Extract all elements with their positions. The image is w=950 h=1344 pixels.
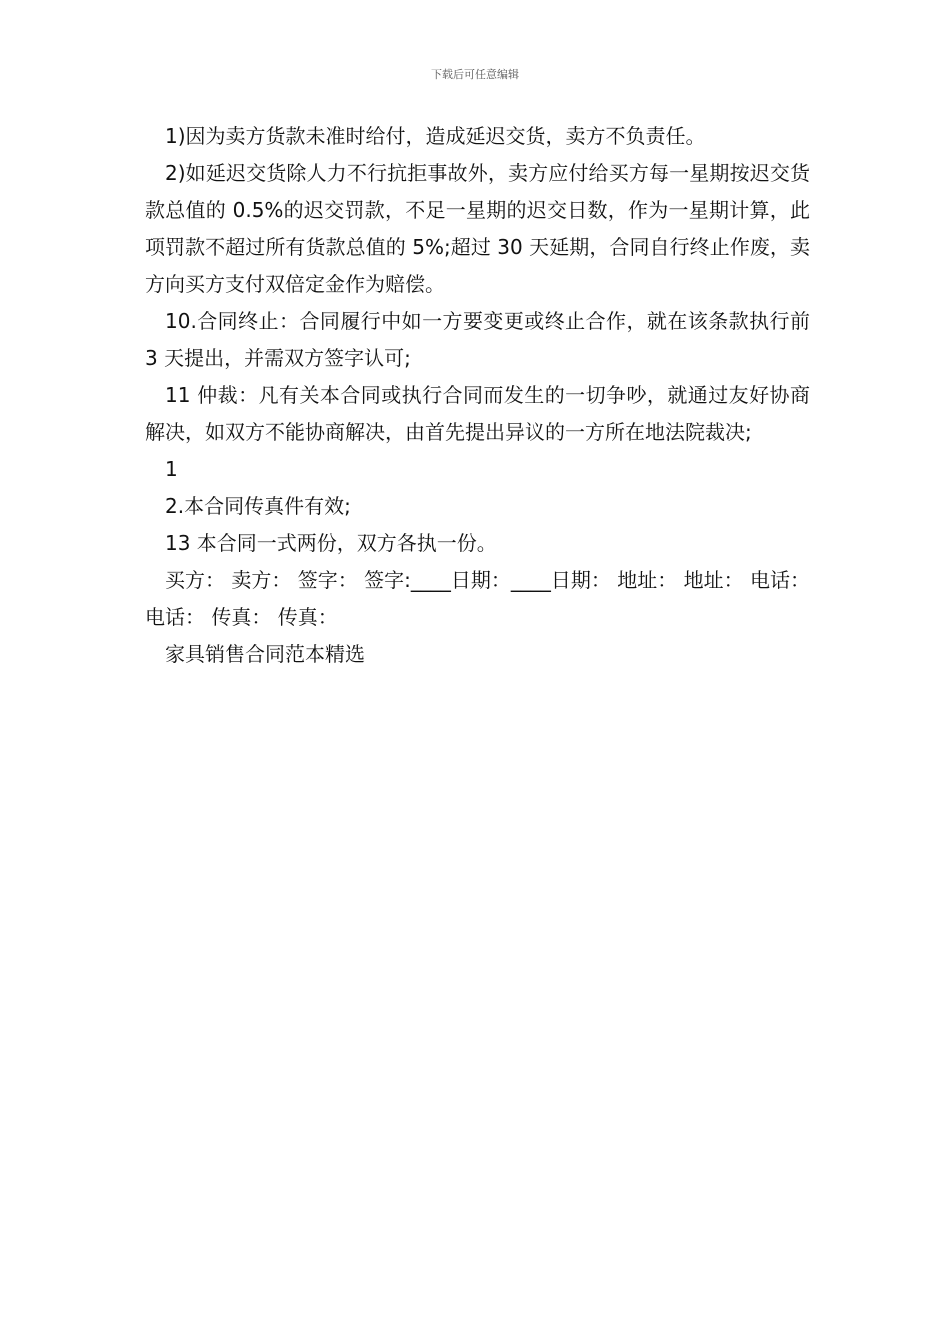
closing-title: 家具销售合同范本精选 — [165, 642, 365, 666]
document-body — [145, 118, 810, 673]
fax-validity-paragraph: 2.本合同传真件有效; — [165, 494, 351, 518]
page-header: 下载后可任意编辑 — [431, 68, 519, 81]
copies-paragraph: 13 本合同一式两份，双方各执一份。 — [165, 531, 497, 555]
clause-2-paragraph: 2)如延迟交货除人力不行抗拒事故外，卖方应付给买方每一星期按迟交货款总值的 0.5%的迟交罚款，不足一星期的迟交日数，作为一星期计算，此项罚款不超过所有货款总值的 5%;超过 30 天延期，合同自行终止作废，卖方向买方支付双倍定金作为赔偿。 — [145, 161, 810, 296]
number-line: 1 — [165, 457, 178, 481]
arbitration-paragraph: 11 仲裁：凡有关本合同或执行合同而发生的一切争吵，就通过友好协商解决，如双方不能协商解决，由首先提出异议的一方所在地法院裁决; — [145, 383, 810, 444]
signature-fields-paragraph: 买方： 卖方： 签字： 签字:____日期：____日期： 地址： 地址： 电话： 电话： 传真： 传真： — [145, 568, 810, 629]
clause-1-paragraph: 1)因为卖方货款未准时给付，造成延迟交货，卖方不负责任。 — [165, 124, 706, 148]
termination-paragraph: 10.合同终止：合同履行中如一方要变更或终止合作，就在该条款执行前 3 天提出，并需双方签字认可; — [145, 309, 810, 370]
